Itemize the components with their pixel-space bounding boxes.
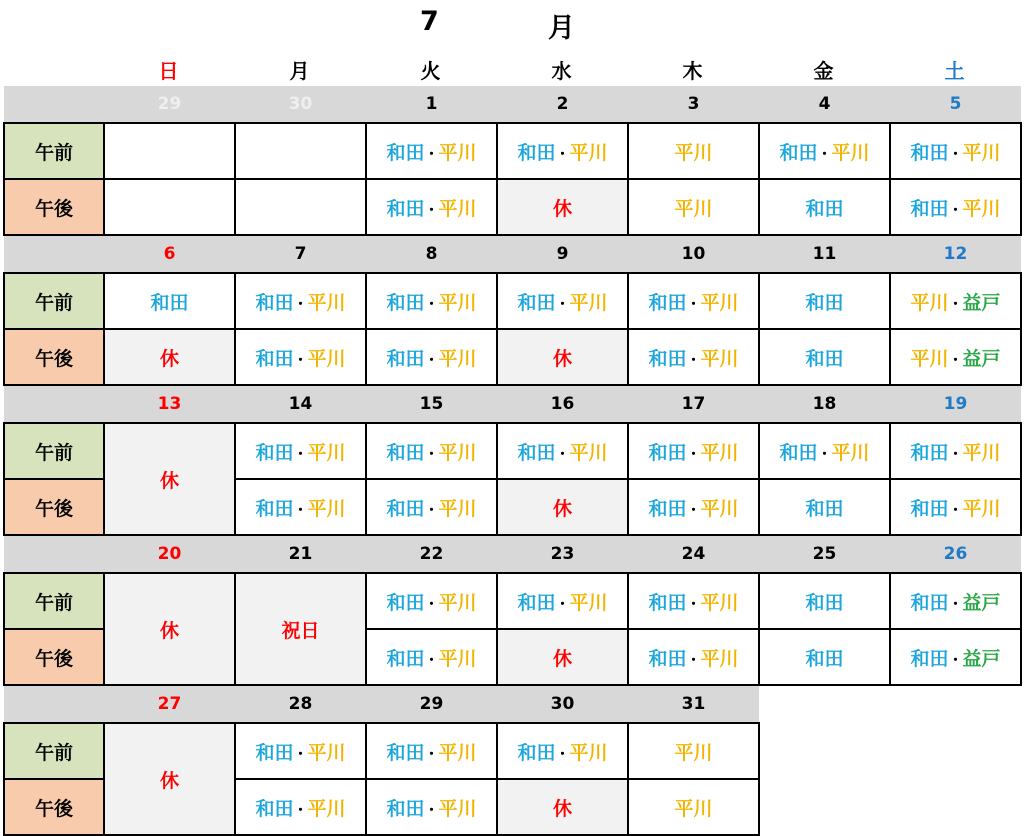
staff-name-masudo: 益戸 — [962, 591, 1001, 614]
separator-dot: ・ — [424, 146, 439, 163]
staff-name-wada: 和田 — [255, 497, 294, 520]
separator-dot: ・ — [948, 146, 963, 163]
holiday-cell: 祝日 — [235, 573, 366, 685]
date-row-label-spacer — [4, 86, 104, 123]
date-number: 30 — [235, 86, 366, 123]
staff-name-wada: 和田 — [517, 741, 556, 764]
closed-cell: 休 — [104, 573, 235, 685]
schedule-cell — [890, 423, 1021, 479]
date-number: 13 — [104, 385, 235, 423]
month-kanji: 月 — [548, 13, 575, 44]
staff-name-wada: 和田 — [517, 591, 556, 614]
staff-name-wada: 和田 — [648, 291, 687, 314]
morning-label: 午前 — [4, 573, 104, 629]
empty-cell — [235, 179, 366, 235]
date-number: 6 — [104, 235, 235, 273]
date-row — [4, 535, 1021, 573]
date-number: 24 — [628, 535, 759, 573]
empty-cell — [235, 123, 366, 179]
date-row — [4, 86, 1021, 123]
schedule-cell — [366, 123, 497, 179]
staff-name-hirakawa: 平川 — [307, 441, 346, 464]
date-number: 10 — [628, 235, 759, 273]
schedule-cell — [890, 573, 1021, 629]
morning-label: 午前 — [4, 273, 104, 329]
separator-dot: ・ — [948, 502, 963, 519]
separator-dot: ・ — [686, 652, 701, 669]
weekday-sat: 土 — [944, 59, 965, 83]
date-row-label-spacer — [4, 685, 104, 723]
am-row — [4, 273, 1021, 329]
date-number: 8 — [366, 235, 497, 273]
date-row-label-spacer — [4, 535, 104, 573]
separator-dot: ・ — [948, 352, 963, 369]
staff-name-masudo: 益戸 — [962, 647, 1001, 670]
morning-label: 午前 — [4, 723, 104, 779]
schedule-cell — [235, 779, 366, 835]
schedule-cell — [497, 573, 628, 629]
separator-dot: ・ — [424, 746, 439, 763]
blank-cell — [890, 779, 1021, 835]
separator-dot: ・ — [424, 802, 439, 819]
schedule-cell — [628, 179, 759, 235]
staff-name-masudo: 益戸 — [962, 347, 1001, 370]
closed-cell: 休 — [497, 179, 628, 235]
staff-name-hirakawa: 平川 — [438, 441, 477, 464]
weekday-header-row — [0, 56, 1024, 86]
date-number: 9 — [497, 235, 628, 273]
schedule-cell — [366, 329, 497, 385]
staff-name-hirakawa: 平川 — [438, 197, 477, 220]
staff-name-wada: 和田 — [648, 441, 687, 464]
separator-dot: ・ — [686, 352, 701, 369]
date-number: 21 — [235, 535, 366, 573]
separator-dot: ・ — [555, 596, 570, 613]
staff-name-wada: 和田 — [648, 647, 687, 670]
date-number: 31 — [628, 685, 759, 723]
staff-name-hirakawa: 平川 — [307, 347, 346, 370]
morning-label: 午前 — [4, 123, 104, 179]
weekday-mon: 月 — [289, 59, 310, 83]
schedule-cell — [890, 479, 1021, 535]
staff-name-hirakawa: 平川 — [674, 741, 713, 764]
separator-dot: ・ — [293, 446, 308, 463]
separator-dot: ・ — [293, 746, 308, 763]
blank-cell — [890, 723, 1021, 779]
weekday-sun: 日 — [158, 59, 179, 83]
staff-name-hirakawa: 平川 — [700, 347, 739, 370]
date-number: 26 — [890, 535, 1021, 573]
staff-name-wada: 和田 — [255, 441, 294, 464]
staff-name-wada: 和田 — [386, 591, 425, 614]
staff-name-wada: 和田 — [517, 291, 556, 314]
separator-dot: ・ — [686, 502, 701, 519]
closed-cell: 休 — [104, 329, 235, 385]
separator-dot: ・ — [424, 446, 439, 463]
staff-name-hirakawa: 平川 — [307, 291, 346, 314]
separator-dot: ・ — [424, 596, 439, 613]
date-number: 19 — [890, 385, 1021, 423]
separator-dot: ・ — [817, 146, 832, 163]
staff-name-hirakawa: 平川 — [962, 141, 1001, 164]
staff-name-wada: 和田 — [255, 741, 294, 764]
separator-dot: ・ — [424, 202, 439, 219]
schedule-cell — [759, 123, 890, 179]
staff-name-hirakawa: 平川 — [569, 141, 608, 164]
separator-dot: ・ — [948, 202, 963, 219]
staff-name-hirakawa: 平川 — [962, 441, 1001, 464]
date-number: 18 — [759, 385, 890, 423]
am-row — [4, 123, 1021, 179]
staff-name-hirakawa: 平川 — [700, 291, 739, 314]
closed-cell: 休 — [104, 423, 235, 535]
weekday-thu: 木 — [682, 59, 703, 83]
afternoon-label: 午後 — [4, 179, 104, 235]
closed-cell: 休 — [497, 329, 628, 385]
schedule-cell — [890, 179, 1021, 235]
separator-dot: ・ — [293, 802, 308, 819]
weekday-tue: 火 — [420, 59, 441, 83]
am-row — [4, 723, 1021, 779]
weekday-fri: 金 — [813, 59, 834, 83]
empty-cell — [104, 179, 235, 235]
afternoon-label: 午後 — [4, 629, 104, 685]
staff-name-hirakawa: 平川 — [438, 141, 477, 164]
schedule-cell — [366, 723, 497, 779]
staff-name-hirakawa: 平川 — [674, 797, 713, 820]
staff-name-wada: 和田 — [255, 797, 294, 820]
date-row — [4, 685, 1021, 723]
schedule-cell — [366, 273, 497, 329]
staff-name-wada: 和田 — [805, 347, 844, 370]
schedule-cell — [366, 573, 497, 629]
date-number: 22 — [366, 535, 497, 573]
staff-name-wada: 和田 — [910, 591, 949, 614]
closed-cell: 休 — [104, 723, 235, 835]
date-number: 7 — [235, 235, 366, 273]
staff-name-wada: 和田 — [386, 647, 425, 670]
schedule-cell — [366, 629, 497, 685]
staff-name-wada: 和田 — [805, 197, 844, 220]
date-number: 11 — [759, 235, 890, 273]
schedule-cell — [759, 479, 890, 535]
staff-name-wada: 和田 — [386, 497, 425, 520]
date-blank — [759, 685, 890, 723]
date-number: 28 — [235, 685, 366, 723]
separator-dot: ・ — [555, 296, 570, 313]
blank-cell — [759, 723, 890, 779]
schedule-cell — [366, 179, 497, 235]
staff-name-hirakawa: 平川 — [307, 497, 346, 520]
staff-name-hirakawa: 平川 — [569, 291, 608, 314]
date-number: 25 — [759, 535, 890, 573]
staff-name-hirakawa: 平川 — [569, 591, 608, 614]
staff-name-hirakawa: 平川 — [831, 441, 870, 464]
am-row — [4, 423, 1021, 479]
staff-name-wada: 和田 — [648, 591, 687, 614]
blank-cell — [759, 779, 890, 835]
staff-name-hirakawa: 平川 — [438, 741, 477, 764]
staff-name-hirakawa: 平川 — [962, 197, 1001, 220]
staff-name-wada: 和田 — [386, 197, 425, 220]
staff-name-wada: 和田 — [779, 441, 818, 464]
schedule-cell — [759, 629, 890, 685]
afternoon-label: 午後 — [4, 779, 104, 835]
separator-dot: ・ — [686, 446, 701, 463]
schedule-cell — [759, 573, 890, 629]
separator-dot: ・ — [555, 746, 570, 763]
staff-name-wada: 和田 — [150, 291, 189, 314]
schedule-cell — [759, 423, 890, 479]
staff-name-wada: 和田 — [386, 291, 425, 314]
date-number: 12 — [890, 235, 1021, 273]
pm-row — [4, 329, 1021, 385]
staff-name-wada: 和田 — [805, 291, 844, 314]
separator-dot: ・ — [293, 352, 308, 369]
schedule-cell — [235, 423, 366, 479]
date-row — [4, 385, 1021, 423]
schedule-cell — [628, 273, 759, 329]
date-row — [4, 235, 1021, 273]
staff-name-hirakawa: 平川 — [438, 591, 477, 614]
separator-dot: ・ — [424, 296, 439, 313]
separator-dot: ・ — [948, 596, 963, 613]
schedule-cell — [628, 479, 759, 535]
schedule-cell — [628, 779, 759, 835]
schedule-cell — [628, 423, 759, 479]
staff-name-wada: 和田 — [910, 197, 949, 220]
schedule-cell — [366, 423, 497, 479]
schedule-cell — [890, 123, 1021, 179]
date-row-label-spacer — [4, 235, 104, 273]
schedule-cell — [366, 779, 497, 835]
staff-name-hirakawa: 平川 — [700, 591, 739, 614]
staff-name-wada: 和田 — [805, 497, 844, 520]
separator-dot: ・ — [817, 446, 832, 463]
staff-name-wada: 和田 — [386, 141, 425, 164]
staff-name-hirakawa: 平川 — [438, 347, 477, 370]
separator-dot: ・ — [424, 652, 439, 669]
separator-dot: ・ — [555, 146, 570, 163]
date-blank — [890, 685, 1021, 723]
staff-name-wada: 和田 — [386, 741, 425, 764]
staff-name-wada: 和田 — [910, 497, 949, 520]
date-number: 14 — [235, 385, 366, 423]
date-number: 16 — [497, 385, 628, 423]
afternoon-label: 午後 — [4, 329, 104, 385]
schedule-cell — [759, 179, 890, 235]
staff-name-hirakawa: 平川 — [910, 291, 949, 314]
staff-name-wada: 和田 — [386, 797, 425, 820]
staff-name-hirakawa: 平川 — [438, 647, 477, 670]
date-number: 30 — [497, 685, 628, 723]
staff-name-masudo: 益戸 — [962, 291, 1001, 314]
date-row-label-spacer — [4, 385, 104, 423]
month-number: 7 — [420, 6, 439, 37]
schedule-cell — [235, 723, 366, 779]
closed-cell: 休 — [497, 779, 628, 835]
staff-name-hirakawa: 平川 — [700, 497, 739, 520]
staff-name-wada: 和田 — [386, 441, 425, 464]
staff-name-wada: 和田 — [648, 497, 687, 520]
staff-name-hirakawa: 平川 — [569, 441, 608, 464]
schedule-cell — [497, 273, 628, 329]
staff-name-hirakawa: 平川 — [307, 797, 346, 820]
date-number: 15 — [366, 385, 497, 423]
weekday-wed: 水 — [551, 59, 572, 83]
date-number: 27 — [104, 685, 235, 723]
separator-dot: ・ — [948, 446, 963, 463]
staff-name-wada: 和田 — [386, 347, 425, 370]
staff-name-hirakawa: 平川 — [700, 647, 739, 670]
schedule-cell — [759, 273, 890, 329]
schedule-cell — [628, 123, 759, 179]
morning-label: 午前 — [4, 423, 104, 479]
staff-name-wada: 和田 — [805, 591, 844, 614]
date-number: 5 — [890, 86, 1021, 123]
staff-name-hirakawa: 平川 — [438, 291, 477, 314]
schedule-cell — [890, 629, 1021, 685]
schedule-cell — [890, 329, 1021, 385]
schedule-cell — [235, 479, 366, 535]
staff-name-hirakawa: 平川 — [700, 441, 739, 464]
separator-dot: ・ — [293, 296, 308, 313]
staff-name-hirakawa: 平川 — [962, 497, 1001, 520]
schedule-calendar — [3, 86, 1022, 836]
separator-dot: ・ — [424, 352, 439, 369]
schedule-cell — [366, 479, 497, 535]
staff-name-wada: 和田 — [910, 141, 949, 164]
schedule-cell — [628, 629, 759, 685]
staff-name-wada: 和田 — [779, 141, 818, 164]
schedule-cell — [497, 723, 628, 779]
date-number: 3 — [628, 86, 759, 123]
schedule-cell — [628, 573, 759, 629]
am-row — [4, 573, 1021, 629]
date-number: 17 — [628, 385, 759, 423]
date-number: 2 — [497, 86, 628, 123]
staff-name-wada: 和田 — [910, 647, 949, 670]
separator-dot: ・ — [948, 296, 963, 313]
staff-name-hirakawa: 平川 — [569, 741, 608, 764]
staff-name-hirakawa: 平川 — [307, 741, 346, 764]
staff-name-hirakawa: 平川 — [438, 797, 477, 820]
closed-cell: 休 — [497, 629, 628, 685]
staff-name-wada: 和田 — [910, 441, 949, 464]
schedule-cell — [497, 123, 628, 179]
separator-dot: ・ — [686, 596, 701, 613]
separator-dot: ・ — [948, 652, 963, 669]
staff-name-wada: 和田 — [805, 647, 844, 670]
staff-name-wada: 和田 — [255, 347, 294, 370]
pm-row — [4, 179, 1021, 235]
staff-name-hirakawa: 平川 — [910, 347, 949, 370]
separator-dot: ・ — [293, 502, 308, 519]
staff-name-hirakawa: 平川 — [674, 141, 713, 164]
schedule-cell — [628, 329, 759, 385]
schedule-cell — [235, 273, 366, 329]
staff-name-wada: 和田 — [648, 347, 687, 370]
date-number: 4 — [759, 86, 890, 123]
staff-name-wada: 和田 — [517, 441, 556, 464]
separator-dot: ・ — [686, 296, 701, 313]
date-number: 20 — [104, 535, 235, 573]
staff-name-hirakawa: 平川 — [831, 141, 870, 164]
staff-name-wada: 和田 — [255, 291, 294, 314]
separator-dot: ・ — [555, 446, 570, 463]
schedule-cell — [890, 273, 1021, 329]
staff-name-wada: 和田 — [517, 141, 556, 164]
schedule-cell — [497, 423, 628, 479]
date-number: 1 — [366, 86, 497, 123]
closed-cell: 休 — [497, 479, 628, 535]
schedule-cell — [104, 273, 235, 329]
afternoon-label: 午後 — [4, 479, 104, 535]
date-number: 23 — [497, 535, 628, 573]
schedule-cell — [759, 329, 890, 385]
staff-name-hirakawa: 平川 — [674, 197, 713, 220]
date-number: 29 — [104, 86, 235, 123]
schedule-cell — [628, 723, 759, 779]
date-number: 29 — [366, 685, 497, 723]
schedule-cell — [235, 329, 366, 385]
empty-cell — [104, 123, 235, 179]
staff-name-hirakawa: 平川 — [438, 497, 477, 520]
separator-dot: ・ — [424, 502, 439, 519]
